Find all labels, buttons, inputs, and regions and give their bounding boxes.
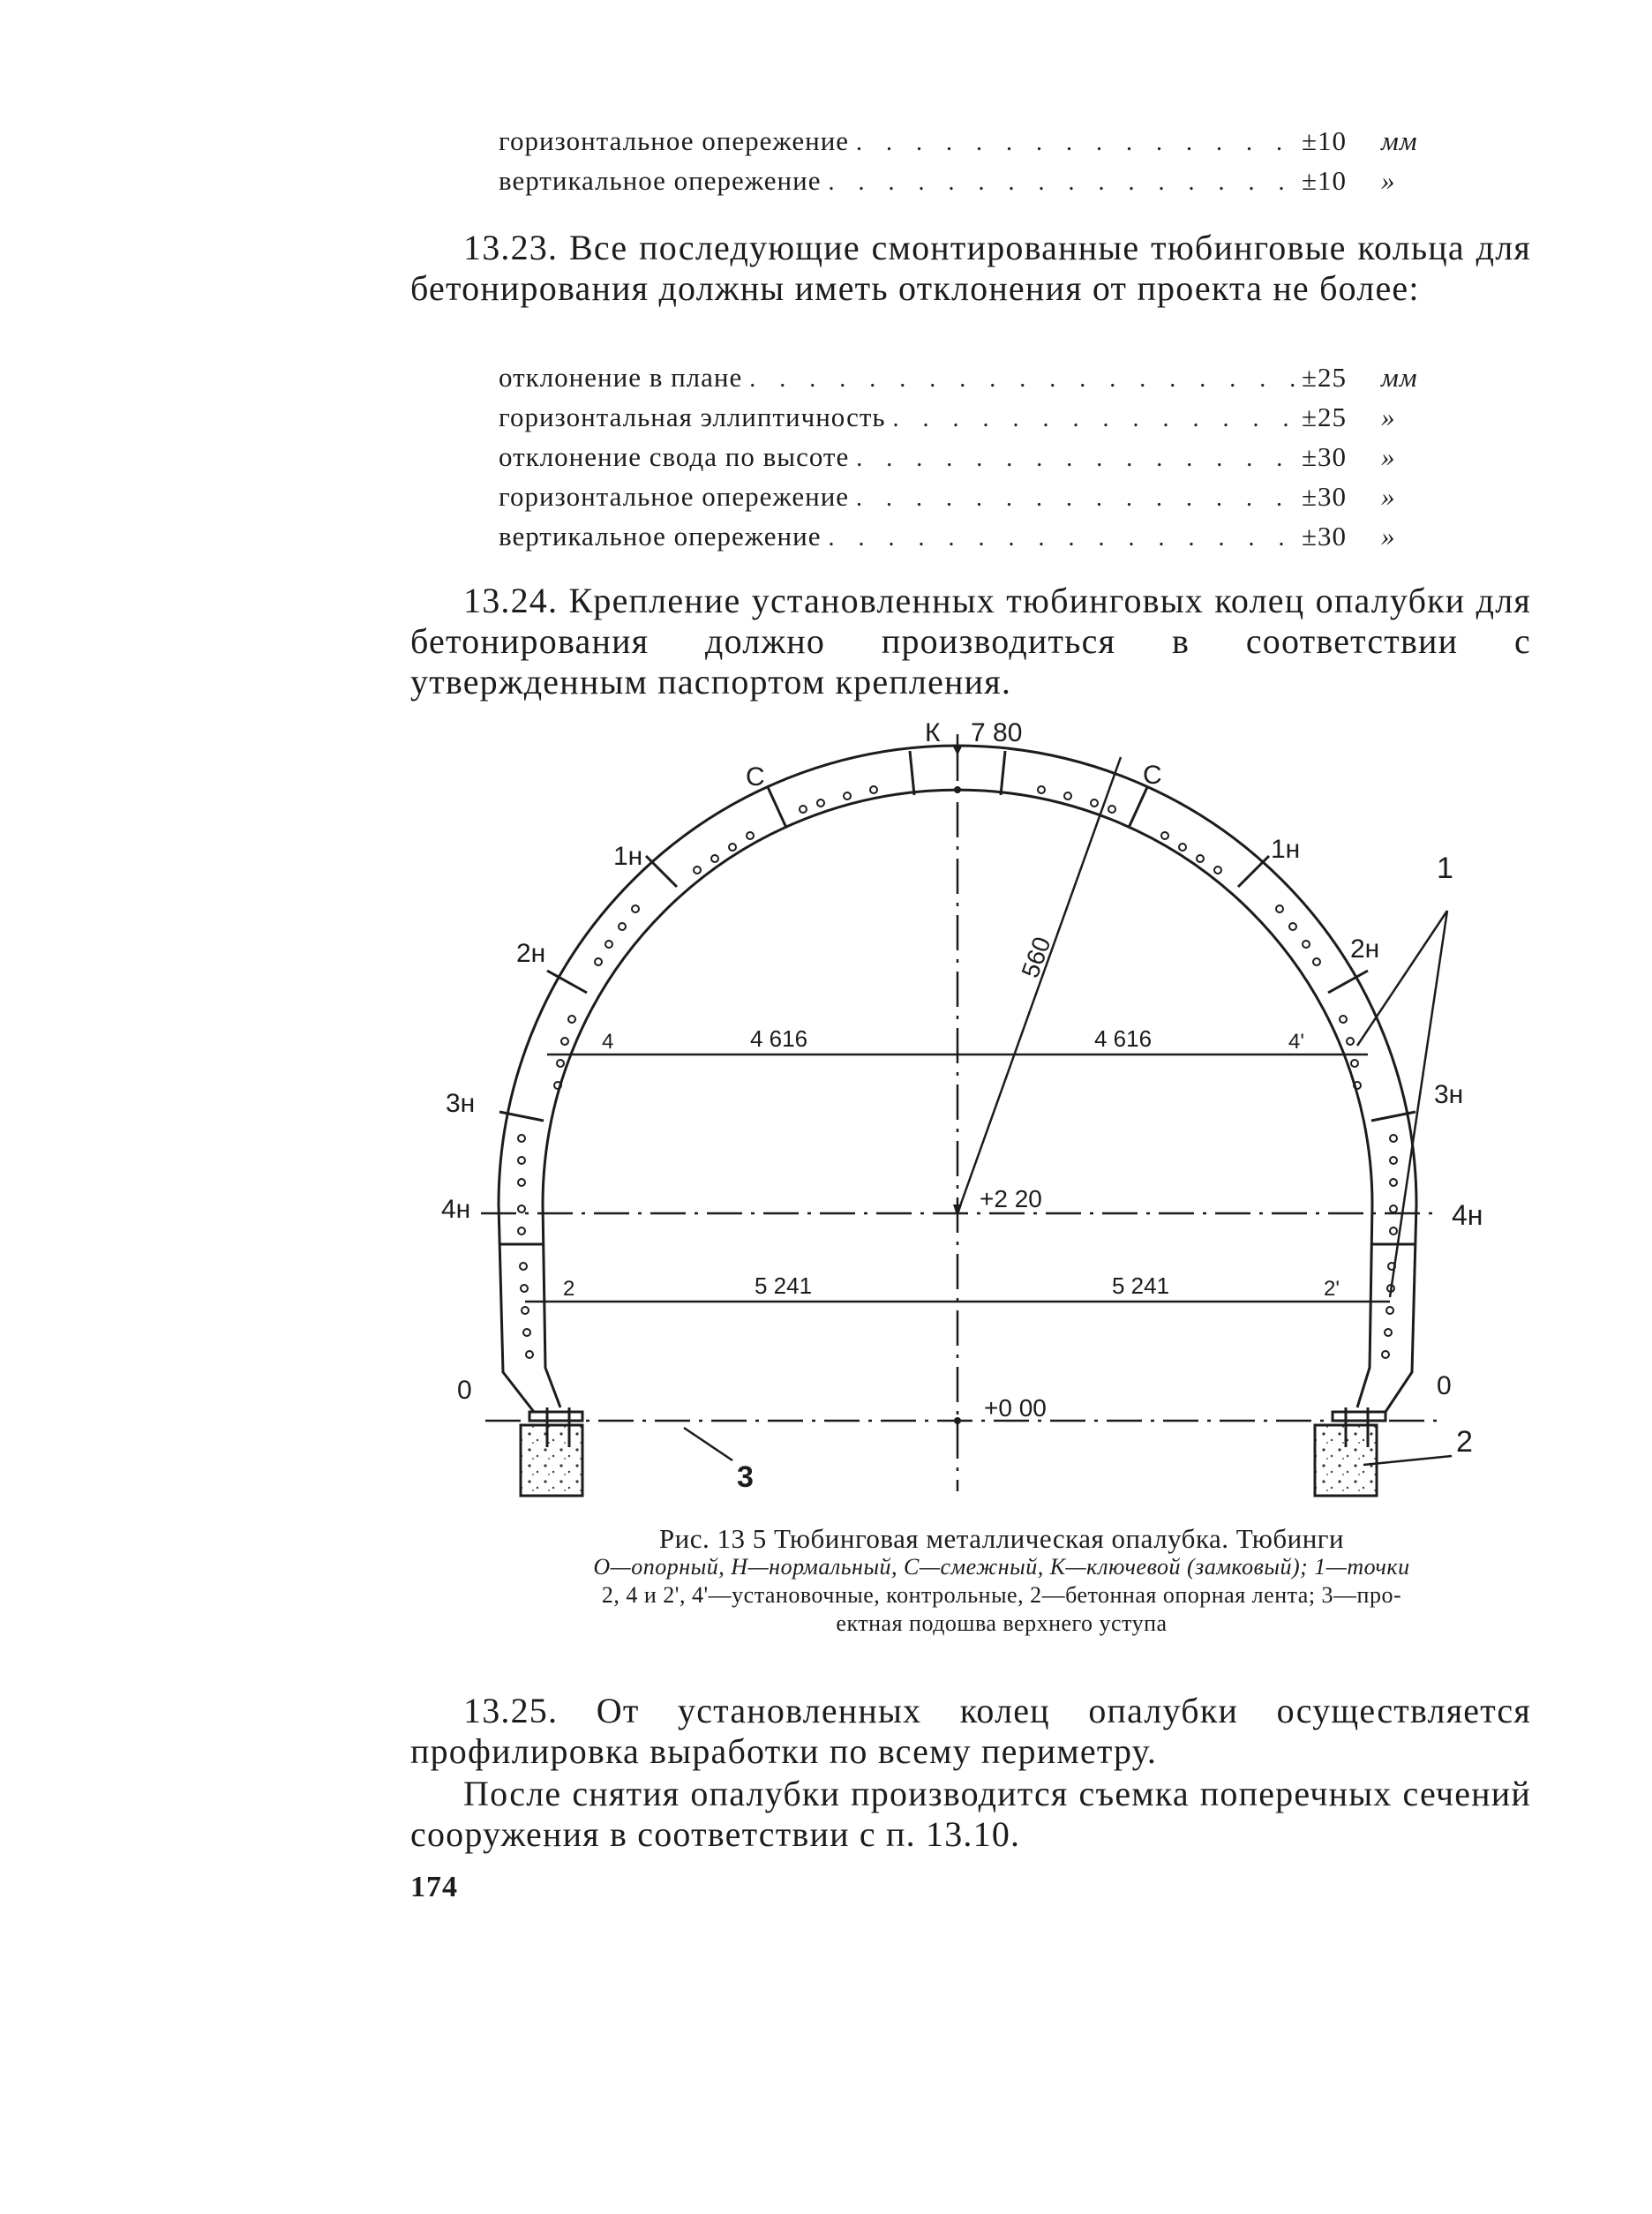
segment-label-c-left: С [746,762,765,792]
tolerance-label: отклонение в плане [499,362,743,393]
segment-label-1n-right: 1н [1271,835,1301,864]
callout-3-line [684,1428,732,1460]
tolerance-value: ±25 [1302,402,1348,432]
tolerance-unit: » [1381,481,1396,512]
figure-caption [494,1525,1509,1638]
tolerance-unit: мм [1381,362,1418,393]
tolerance-unit: мм [1381,125,1418,156]
caption-line: О—опорный, Н—нормальный, С—смежный, К—ключевой (замковый); 1—точки [593,1554,1410,1580]
tolerance-unit: » [1381,402,1396,432]
leader-dots [828,524,1296,552]
tolerance-row [499,441,1434,473]
tolerance-row [499,165,1434,197]
formwork-diagram [415,715,1518,1509]
top-level-label: 7 80 [971,718,1023,747]
base-level-label: +0 00 [984,1394,1047,1422]
leader-dots [828,169,1296,197]
segment-label-1n-left: 1н [613,842,643,871]
tolerance-label: горизонтальное опережение [499,125,850,156]
tolerance-unit: » [1381,165,1396,196]
callout-1-label: 1 [1437,852,1453,885]
segment-label-4n-right: 4н [1452,1199,1483,1231]
segment-label-2n-left: 2н [516,939,546,968]
caption-line: 2, 4 и 2', 4'—установочные, контрольные, 2—бетонная опорная лента; 3—про- [601,1582,1402,1608]
point-2-label: 2 [563,1277,575,1301]
radius-line [957,757,1121,1213]
section-13-25 [410,1691,1531,1772]
left-leg-inner [543,1205,560,1407]
leader-dots [856,129,1296,157]
section-text: 13.24. Крепление установленных тюбинговых колец опалубки для бетонирования должно производиться в соответствии с утвержденным паспортом крепления. [410,581,1531,702]
segment-label-4n-left: 4н [441,1195,471,1224]
radius-arrow [953,1205,962,1218]
tolerance-row [499,362,1434,394]
section-text: 13.23. Все последующие смонтированные тюбинговые кольца для бетонирования должны иметь отклонения от проекта не более: [410,228,1531,308]
callout-1-line-a [1357,911,1447,1046]
tolerance-value: ±10 [1302,125,1348,156]
right-leg-inner [1357,1205,1372,1407]
tolerance-label: вертикальное опережение [499,165,822,196]
dim-lower-right: 5 241 [1112,1272,1170,1299]
tolerance-row [499,402,1434,433]
dim-upper-left: 4 616 [750,1025,808,1052]
leader-dots [749,365,1296,394]
mid-level-label: +2 20 [980,1185,1042,1212]
paragraph-after [410,1774,1531,1855]
tolerance-row [499,521,1434,552]
tolerance-unit: » [1381,521,1396,552]
point-2p-label: 2' [1324,1277,1340,1301]
leader-dots [856,445,1296,473]
tolerance-value: ±10 [1302,165,1348,196]
segment-label-3n-right: 3н [1434,1080,1464,1109]
figure-tubing-formwork [415,715,1518,1509]
top-mark-label: К [925,718,941,747]
radius-label: 560 [1016,933,1056,982]
tolerance-row [499,481,1434,513]
point-4-label: 4 [602,1030,614,1054]
tolerance-row [499,125,1434,157]
leader-dots [893,405,1296,433]
segment-label-3n-left: 3н [446,1089,476,1118]
tolerance-label: горизонтальная эллиптичность [499,402,886,432]
dim-lower-left: 5 241 [755,1272,813,1299]
leader-dots [856,484,1296,513]
section-13-24 [410,581,1531,702]
tolerance-value: ±30 [1302,481,1348,512]
right-leg-outer [1385,1205,1416,1412]
paragraph-text: После снятия опалубки производится съемка поперечных сечений сооружения в соответствии с п. 13.10. [410,1774,1531,1854]
segment-label-0-right: 0 [1437,1371,1452,1400]
tolerance-label: отклонение свода по высоте [499,441,850,472]
caption-title: Рис. 13 5 Тюбинговая металлическая опалубка. Тюбинги [658,1523,1345,1554]
callout-2-label: 2 [1456,1425,1473,1459]
tolerance-value: ±30 [1302,441,1348,472]
tolerance-value: ±30 [1302,521,1348,552]
left-footing [521,1425,582,1496]
caption-line: ектная подошва верхнего уступа [836,1610,1168,1636]
segment-label-0-left: 0 [457,1376,472,1405]
tolerance-label: вертикальное опережение [499,521,822,552]
tolerance-label: горизонтальное опережение [499,481,850,512]
dim-upper-right: 4 616 [1094,1025,1153,1052]
point-4p-label: 4' [1288,1030,1304,1054]
centerlines [481,1213,1438,1421]
callout-lines [684,911,1452,1465]
segment-label-2n-right: 2н [1350,934,1380,964]
segment-label-c-right: С [1143,761,1162,790]
tolerance-value: ±25 [1302,362,1348,393]
section-13-23 [410,228,1531,309]
section-text: 13.25. От установленных колец опалубки осуществляется профилировка выработки по всему периметру. [410,1691,1531,1771]
callout-3-label: 3 [737,1460,754,1494]
page-number: 174 [410,1871,458,1903]
tolerance-unit: » [1381,441,1396,472]
